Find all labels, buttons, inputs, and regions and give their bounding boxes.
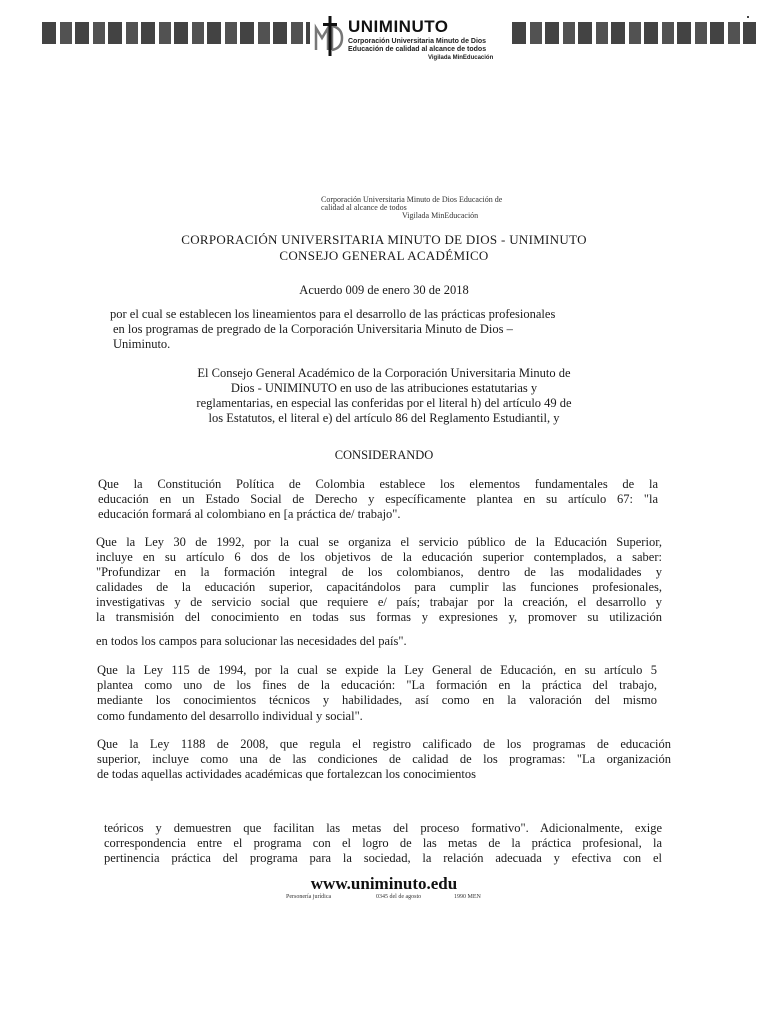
footer-year: 1990 MEN xyxy=(454,894,481,900)
considerando-heading: CONSIDERANDO xyxy=(334,448,434,462)
paragraph-line: plantea como uno de los fines de la educación: "La formación en la práctica del trabajo, xyxy=(97,678,657,692)
paragraph-line: educación en un Estado Social de Derecho y específicamente plantea en su artículo 67: "la xyxy=(98,492,658,506)
paragraph-line: la transmisión del conocimiento en todas sus formas y expresiones y, promover su utilización xyxy=(96,610,662,624)
logo-line-1: Corporación Universitaria Minuto de Dios xyxy=(348,38,487,45)
paragraph-line: Que la Ley 115 de 1994, por la cual se expide la Ley General de Educación, en su artículo 5 xyxy=(97,663,657,677)
paragraph-line: Que la Ley 30 de 1992, por la cual se organiza el servicio público de la Educación Superior, xyxy=(96,535,662,549)
paragraph-line: como fundamento del desarrollo individual y social". xyxy=(97,709,363,723)
scan-dot xyxy=(747,16,749,18)
paragraph-ley-30 xyxy=(96,535,662,625)
uniminuto-mark-icon xyxy=(312,14,346,58)
paragraph-line: mediante los conocimientos técnicos y habilidades, así como en la valoración del mismo xyxy=(97,693,657,707)
purpose-line: Uniminuto. xyxy=(113,337,171,351)
caption-line-3: Vigilada MinEducación xyxy=(402,211,479,220)
document-title: CORPORACIÓN UNIVERSITARIA MINUTO DE DIOS - UNIMINUTO xyxy=(181,232,587,247)
paragraph-line: correspondencia entre el programa con el logro de las metas de la práctica profesional, la xyxy=(104,836,662,850)
agreement-line: Acuerdo 009 de enero 30 de 2018 xyxy=(299,283,469,297)
paragraph-continuation xyxy=(104,821,662,866)
council-line: El Consejo General Académico de la Corporación Universitaria Minuto de xyxy=(197,366,571,380)
paragraph-line: educación formará al colombiano en [a práctica de/ trabajo". xyxy=(98,507,401,521)
paragraph-line: en todos los campos para solucionar las necesidades del país". xyxy=(96,634,407,648)
paragraph-line: teóricos y demuestren que facilitan las metas del proceso formativo". Adicionalmente, exige xyxy=(104,821,662,835)
paragraph-line: de todas aquellas actividades académicas que fortalezcan los conocimientos xyxy=(97,767,477,781)
header-bar-left xyxy=(42,22,310,44)
logo-line-2: Educación de calidad al alcance de todos xyxy=(348,46,487,53)
paragraph-ley-115 xyxy=(97,663,657,708)
footer-number: 0345 del de agosto xyxy=(376,894,422,900)
paragraph-line: calidades de la educación superior, capacitándolos para cumplir las funciones profesionales, xyxy=(96,580,662,594)
logo-name: UNIMINUTO xyxy=(348,17,449,36)
uniminuto-logo xyxy=(312,14,512,61)
council-line: Dios - UNIMINUTO en uso de las atribuciones estatutarias y xyxy=(230,381,538,395)
paragraph-constitution xyxy=(98,477,658,507)
header-bar-right xyxy=(512,22,756,44)
footer-url: www.uniminuto.edu xyxy=(310,874,458,893)
paragraph-line: incluye en su artículo 6 dos de los objetivos de la educación superior contemplados, a saber: xyxy=(96,550,662,564)
footer-legal: Personería jurídica xyxy=(286,894,332,900)
council-line: los Estatutos, el literal e) del artículo 86 del Reglamento Estudiantil, y xyxy=(208,411,560,425)
paragraph-line: investigativas y de servicio social que requiere e/ país; trabajar por la creación, el desarrollo y xyxy=(96,595,662,609)
paragraph-line: pertinencia práctica del programa para la sociedad, la relación adecuada y efectiva con el xyxy=(104,851,662,865)
paragraph-line: Que la Constitución Política de Colombia establece los elementos fundamentales de la xyxy=(98,477,658,491)
paragraph-ley-1188 xyxy=(97,737,671,767)
council-line: reglamentarias, en especial las conferidas por el literal h) del artículo 49 de xyxy=(196,396,572,410)
logo-line-3: Vigilada MinEducación xyxy=(428,55,494,61)
paragraph-line: superior, incluye como una de las condiciones de calidad de los programas: "La organización xyxy=(97,752,671,766)
purpose-line: por el cual se establecen los lineamientos para el desarrollo de las prácticas profesionales xyxy=(110,307,556,321)
document-subtitle: CONSEJO GENERAL ACADÉMICO xyxy=(279,248,489,263)
paragraph-line: Que la Ley 1188 de 2008, que regula el registro calificado de los programas de educación xyxy=(97,737,671,751)
paragraph-line: "Profundizar en la formación integral de los colombianos, dentro de las modalidades y xyxy=(96,565,662,579)
caption-line-2: calidad al alcance de todos xyxy=(321,203,407,212)
purpose-line: en los programas de pregrado de la Corporación Universitaria Minuto de Dios – xyxy=(113,322,513,336)
caption-line-1: Corporación Universitaria Minuto de Dios Educación de xyxy=(321,195,503,204)
